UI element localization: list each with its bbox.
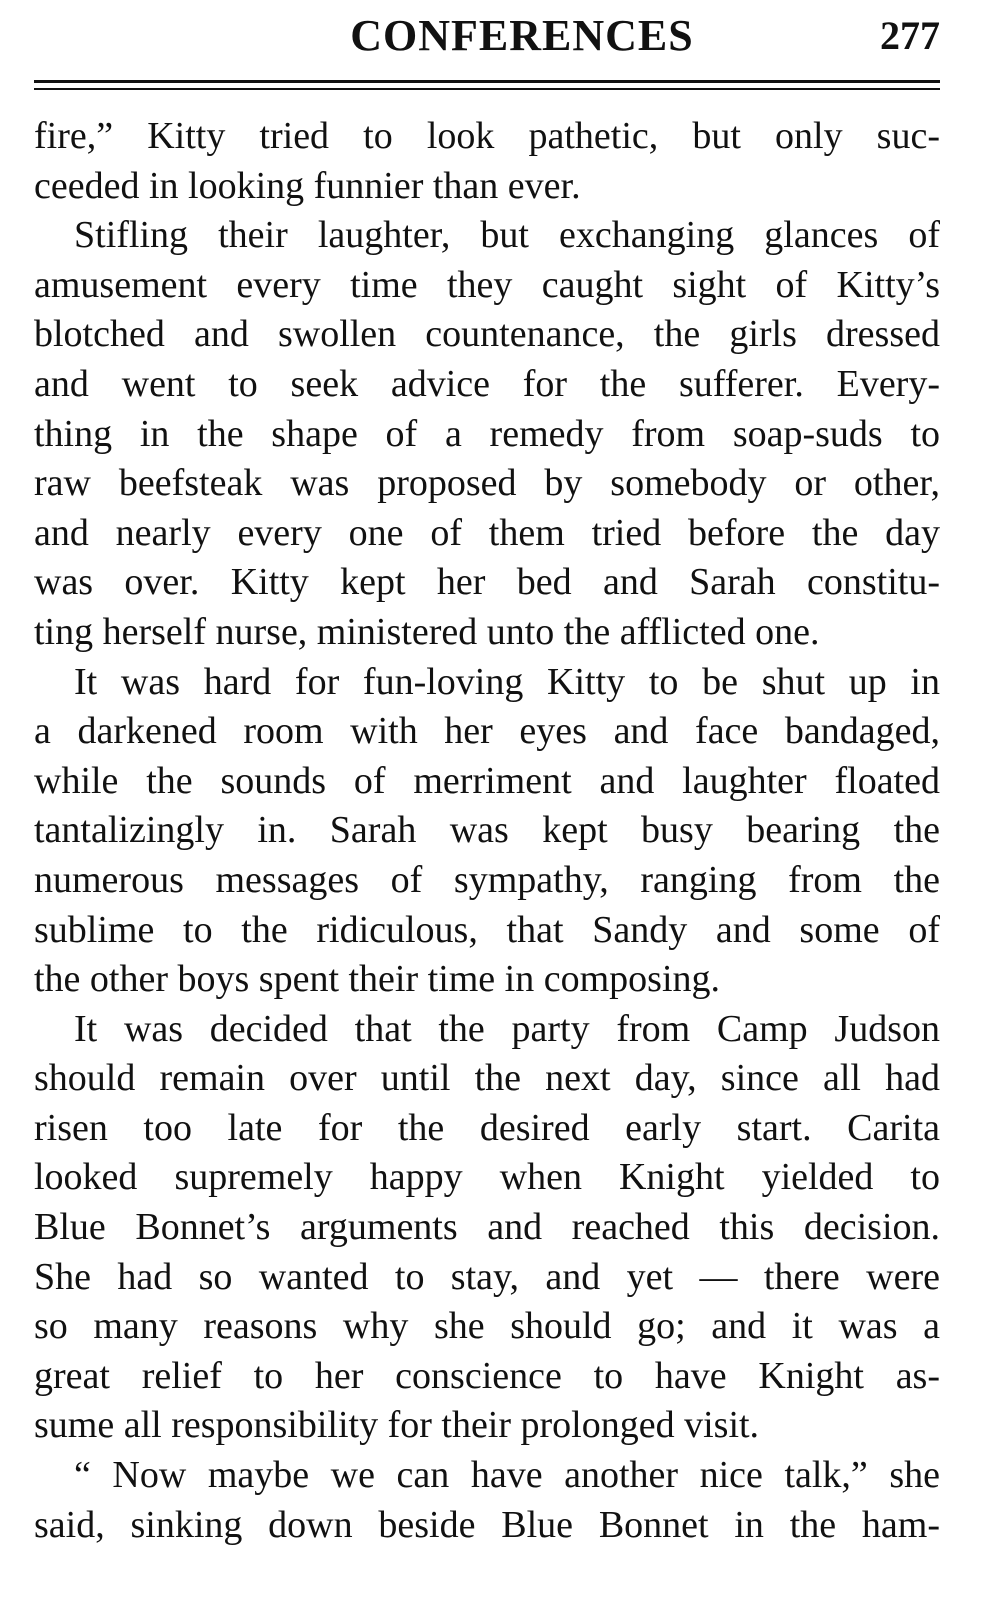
text-line: Blue Bonnet’s arguments and reached this decision. [34,1206,940,1249]
text-line: the other boys spent their time in composing. [34,958,721,1001]
text-line: It was decided that the party from Camp Judson [74,1007,940,1050]
text-line: ting herself nurse, ministered unto the afflicted one. [34,610,820,653]
text-line: and nearly every one of them tried before the day [34,511,940,554]
book-page [34,0,940,1624]
text-line: amusement every time they caught sight of Kitty’s [34,263,940,306]
text-line: numerous messages of sympathy, ranging from the [34,858,940,901]
text-line: while the sounds of merriment and laughter floated [34,759,940,802]
running-title: CONFERENCES [350,11,694,60]
paragraph-1 [34,112,940,211]
header-rule-thin [34,88,940,90]
text-line: and went to seek advice for the sufferer. Every- [34,362,940,405]
text-line: fire,” Kitty tried to look pathetic, but only suc- [34,115,940,157]
text-line: She had so wanted to stay, and yet — there were [34,1255,940,1298]
text-line: a darkened room with her eyes and face bandaged, [34,710,940,753]
paragraph-3 [34,658,940,1005]
text-line: sume all responsibility for their prolonged visit. [34,1404,760,1447]
text-line: risen too late for the desired early start. Carita [34,1106,940,1149]
text-line: ceeded in looking funnier than ever. [34,164,581,207]
text-line: so many reasons why she should go; and it was a [34,1305,940,1348]
text-line: said, sinking down beside Blue Bonnet in the ham- [34,1503,940,1546]
paragraph-5 [34,1451,940,1550]
text-line: looked supremely happy when Knight yielded to [34,1156,940,1199]
text-line: tantalizingly in. Sarah was kept busy bearing the [34,809,940,852]
text-line: blotched and swollen countenance, the girls dressed [34,313,940,356]
page-header [34,0,940,74]
body-text [34,112,940,1550]
text-line: thing in the shape of a remedy from soap-suds to [34,412,940,455]
paragraph-2 [34,211,940,657]
text-line: great relief to her conscience to have Knight as- [34,1354,940,1397]
page-number: 277 [880,13,940,58]
text-line: should remain over until the next day, since all had [34,1057,940,1100]
header-rule [34,80,940,83]
text-line: raw beefsteak was proposed by somebody or other, [34,462,940,505]
text-line: It was hard for fun-loving Kitty to be shut up in [74,660,940,703]
text-line: “ Now maybe we can have another nice talk,” she [74,1454,940,1497]
paragraph-4 [34,1005,940,1451]
text-line: was over. Kitty kept her bed and Sarah constitu- [34,561,940,604]
text-line: Stifling their laughter, but exchanging glances of [74,214,940,257]
text-line: sublime to the ridiculous, that Sandy and some of [34,908,940,951]
